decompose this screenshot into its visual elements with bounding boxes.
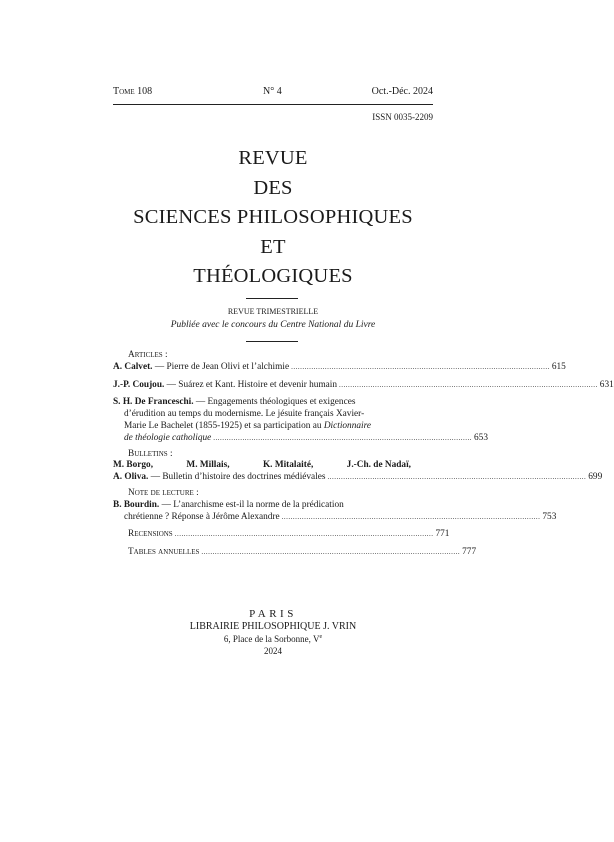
entry-author: J.-P. Coujou.: [113, 379, 165, 390]
subtitle: Publiée avec le concours du Centre National du Livre: [170, 320, 376, 330]
address-superscript: e: [319, 634, 323, 640]
volume-label: Tome 108: [113, 86, 153, 97]
entry-author: M. Millais,: [186, 460, 230, 471]
entry-author: A. Calvet.: [113, 361, 153, 372]
leader-dots: ...................................................................................................................: [327, 473, 587, 482]
leader-dots: ...................................................................................................................: [339, 380, 598, 389]
title-line: REVUE: [238, 147, 308, 169]
entry-title-line: d’érudition au temps du modernisme. Le jésuite français Xavier-: [124, 409, 365, 420]
leader-dots: ...................................................................................................................: [291, 362, 550, 371]
issue-date: Oct.-Déc. 2024: [371, 86, 433, 97]
entry-author: M. Borgo,: [113, 460, 154, 471]
entry-title-italic: de théologie catholique: [124, 432, 212, 443]
entry-title: Recensions: [128, 529, 173, 540]
table-of-contents: [113, 350, 614, 559]
header-rule: [113, 104, 433, 105]
toc-entry[interactable]: [113, 499, 557, 524]
divider-rule: [246, 341, 298, 342]
entry-author: S. H. De Franceschi.: [113, 397, 194, 408]
publisher-city: PARIS: [249, 608, 297, 620]
entry-title: — Bulletin d’histoire des doctrines médiévales: [148, 472, 326, 483]
publisher-name: LIBRAIRIE PHILOSOPHIQUE J. VRIN: [189, 621, 357, 632]
journal-title: [113, 144, 433, 292]
section-heading-bulletins: Bulletins :: [128, 448, 173, 459]
entry-page: 753: [542, 511, 557, 522]
leader-dots: ...................................................................................................................: [201, 548, 461, 557]
entry-page: 631: [599, 379, 614, 390]
entry-title: — Suárez et Kant. Histoire et devenir humain: [164, 379, 338, 390]
toc-entry[interactable]: [113, 379, 614, 392]
issue-number: N° 4: [263, 86, 282, 97]
entry-page: 777: [462, 547, 477, 558]
publisher-block: [113, 608, 433, 657]
entry-author: J.-Ch. de Nadaï,: [346, 460, 411, 471]
entry-page: 699: [588, 472, 603, 483]
entry-page: 615: [551, 361, 566, 372]
toc-entry[interactable]: [113, 397, 488, 444]
entry-title-line: chrétienne ? Réponse à Jérôme Alexandre: [124, 511, 280, 522]
entry-title: Tables annuelles: [128, 547, 200, 558]
publisher-address: 6, Place de la Sorbonne, Ve: [223, 634, 323, 644]
leader-dots: ...................................................................................................................: [213, 433, 473, 442]
entry-title: — Engagements théologiques et exigences: [193, 397, 356, 408]
entry-title-italic: Dictionnaire: [323, 420, 371, 431]
entry-title: — Pierre de Jean Olivi et l’alchimie: [152, 361, 290, 372]
toc-entry[interactable]: [113, 460, 603, 484]
toc-entry-tables[interactable]: [113, 547, 477, 559]
title-line: DES: [253, 176, 293, 199]
divider-rule: [246, 298, 298, 299]
entry-page: 653: [474, 432, 488, 443]
issn: ISSN 0035-2209: [372, 112, 433, 122]
leader-dots: ...................................................................................................................: [281, 512, 541, 521]
entry-page: 771: [435, 529, 450, 540]
publication-year: 2024: [264, 646, 282, 656]
running-header: [113, 86, 433, 100]
title-line: THÉOLOGIQUES: [193, 265, 353, 287]
entry-author: B. Bourdin.: [113, 499, 160, 510]
entry-title-line: Marie Le Bachelet (1855-1925) et sa participation au: [124, 420, 324, 431]
toc-entry-recensions[interactable]: [113, 529, 450, 541]
section-heading-articles: Articles :: [128, 350, 168, 360]
leader-dots: ...................................................................................................................: [174, 530, 434, 539]
title-line: ET: [260, 235, 286, 258]
entry-author: K. Mitalaité,: [262, 460, 314, 471]
section-heading-note: Note de lecture :: [128, 487, 199, 498]
entry-author: A. Oliva.: [113, 472, 149, 483]
title-line: SCIENCES PHILOSOPHIQUES: [133, 206, 413, 228]
entry-title: — L’anarchisme est-il la norme de la prédication: [159, 499, 344, 510]
frequency-label: REVUE TRIMESTRIELLE: [227, 307, 319, 316]
toc-entry[interactable]: [113, 361, 566, 374]
